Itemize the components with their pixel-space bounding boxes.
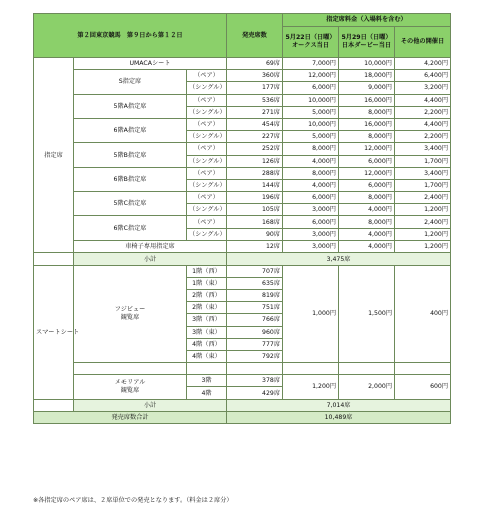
seat-type: （シングル） (187, 204, 227, 216)
table-row (34, 143, 451, 155)
other-price: 3,400円 (395, 167, 451, 179)
other-price: 2,400円 (395, 192, 451, 204)
seat-type: （シングル） (187, 82, 227, 94)
seats-cell: 288席 (227, 167, 283, 179)
derby-price: 12,000円 (339, 167, 395, 179)
oaks-price: 7,000円 (283, 58, 339, 70)
derby-price: 4,000円 (339, 240, 395, 252)
seats-cell: 635席 (227, 277, 283, 289)
seat-type: （ペア） (187, 192, 227, 204)
derby-price: 6,000円 (339, 155, 395, 167)
meeting-header: 第２回東京競馬 第９日から第１２日 (34, 14, 227, 58)
seats-cell: 69席 (227, 58, 283, 70)
total-value: 10,489席 (227, 411, 451, 423)
seat-group-name: 6階A指定席 (74, 118, 187, 142)
seats-cell: 429席 (227, 387, 283, 399)
oaks-price: 8,000円 (283, 167, 339, 179)
table-row (34, 240, 451, 252)
oaks-day-header: 5月22日（日曜） オークス当日 (283, 27, 339, 58)
smart-category: スマートシート (34, 265, 74, 399)
seat-type: （ペア） (187, 143, 227, 155)
derby-price: 12,000円 (339, 143, 395, 155)
other-price: 4,200円 (395, 58, 451, 70)
subtotal-label: 小計 (74, 253, 227, 265)
derby-price: 1,500円 (339, 265, 395, 363)
seat-group-name: メモリアル 観覧席 (74, 375, 187, 399)
floor-label: 1階（西） (187, 265, 227, 277)
seat-group-name: 5階C指定席 (74, 192, 187, 216)
seat-name: 車椅子専用指定席 (74, 240, 227, 252)
pricing-table-container (33, 13, 450, 424)
seat-type: （ペア） (187, 216, 227, 228)
other-price: 3,200円 (395, 82, 451, 94)
subtotal-value: 3,475席 (227, 253, 451, 265)
subtotal-label: 小計 (74, 399, 227, 411)
seats-cell: 536席 (227, 94, 283, 106)
seat-pricing-table-lower (33, 252, 451, 424)
oaks-price: 4,000円 (283, 155, 339, 167)
reserved-subtotal-row (34, 253, 451, 265)
derby-day-header: 5月29日（日曜） 日本ダービー当日 (339, 27, 395, 58)
floor-label: 3階 (187, 375, 227, 387)
seats-cell: 177席 (227, 82, 283, 94)
seat-type: （ペア） (187, 118, 227, 130)
seats-cell: 819席 (227, 289, 283, 301)
oaks-price: 5,000円 (283, 106, 339, 118)
seat-type: （シングル） (187, 106, 227, 118)
other-price: 400円 (395, 265, 451, 363)
table-row (34, 58, 451, 70)
derby-price: 10,000円 (339, 58, 395, 70)
derby-price: 6,000円 (339, 179, 395, 191)
oaks-price: 3,000円 (283, 228, 339, 240)
floor-label: 2階（西） (187, 289, 227, 301)
derby-price: 8,000円 (339, 106, 395, 118)
derby-price: 8,000円 (339, 216, 395, 228)
other-price: 2,200円 (395, 131, 451, 143)
floor-label: 2階（東） (187, 302, 227, 314)
table-row (34, 167, 451, 179)
seats-cell: 12席 (227, 240, 283, 252)
other-price: 2,400円 (395, 216, 451, 228)
seat-name: UMACAシート (74, 58, 227, 70)
other-price: 3,400円 (395, 143, 451, 155)
floor-label: 1階（東） (187, 277, 227, 289)
other-price: 1,200円 (395, 240, 451, 252)
oaks-price: 5,000円 (283, 131, 339, 143)
other-price: 1,700円 (395, 155, 451, 167)
seats-cell: 960席 (227, 326, 283, 338)
floor-label: 3階（西） (187, 314, 227, 326)
fee-group-header: 指定席料金（入場料を含む） (283, 14, 451, 27)
other-price: 1,700円 (395, 179, 451, 191)
derby-price: 2,000円 (339, 375, 395, 399)
derby-price: 16,000円 (339, 118, 395, 130)
seat-group-name: S指定席 (74, 70, 187, 94)
seats-cell: 271席 (227, 106, 283, 118)
table-row (34, 265, 451, 277)
other-price: 4,400円 (395, 118, 451, 130)
derby-price: 8,000円 (339, 131, 395, 143)
seat-type: （ペア） (187, 94, 227, 106)
seats-cell: 227席 (227, 131, 283, 143)
seats-cell: 751席 (227, 302, 283, 314)
seat-type: （シングル） (187, 228, 227, 240)
reserved-category: 指定席 (34, 58, 74, 253)
table-row (34, 363, 451, 375)
table-row (34, 70, 451, 82)
other-days-header: その他の開催日 (395, 27, 451, 58)
oaks-price: 1,200円 (283, 375, 339, 399)
seats-cell: 360席 (227, 70, 283, 82)
seat-group-name: 6階B指定席 (74, 167, 187, 191)
seats-cell: 252席 (227, 143, 283, 155)
oaks-price: 3,000円 (283, 204, 339, 216)
seats-cell: 126席 (227, 155, 283, 167)
seat-pricing-table (33, 13, 451, 253)
footnote: ※各指定席のペア席は、２席単位での発売となります。（料金は２席分） (33, 497, 233, 504)
table-row (34, 216, 451, 228)
derby-price: 9,000円 (339, 82, 395, 94)
seats-cell: 777席 (227, 338, 283, 350)
other-price: 600円 (395, 375, 451, 399)
seat-type: （ペア） (187, 70, 227, 82)
seat-group-name: 5階A指定席 (74, 94, 187, 118)
seat-type: （シングル） (187, 155, 227, 167)
floor-label: 3階（東） (187, 326, 227, 338)
grand-total-row (34, 411, 451, 423)
subtotal-value: 7,014席 (227, 399, 451, 411)
seats-cell: 454席 (227, 118, 283, 130)
seats-cell: 168席 (227, 216, 283, 228)
derby-price: 16,000円 (339, 94, 395, 106)
seats-cell: 196席 (227, 192, 283, 204)
oaks-price: 8,000円 (283, 143, 339, 155)
oaks-price: 1,000円 (283, 265, 339, 363)
table-row (34, 192, 451, 204)
seats-cell: 378席 (227, 375, 283, 387)
seat-type: （ペア） (187, 167, 227, 179)
other-price: 1,200円 (395, 204, 451, 216)
seats-cell: 90席 (227, 228, 283, 240)
table-row (34, 375, 451, 387)
seat-type: （シングル） (187, 179, 227, 191)
total-label: 発売席数合計 (34, 411, 227, 423)
other-price: 6,400円 (395, 70, 451, 82)
oaks-price: 12,000円 (283, 70, 339, 82)
derby-price: 8,000円 (339, 192, 395, 204)
seat-group-name: 5階B指定席 (74, 143, 187, 167)
oaks-price: 6,000円 (283, 192, 339, 204)
seat-type: （シングル） (187, 131, 227, 143)
oaks-price: 6,000円 (283, 216, 339, 228)
floor-label: 4階（西） (187, 338, 227, 350)
seats-cell: 792席 (227, 350, 283, 362)
table-row (34, 94, 451, 106)
seats-sold-header: 発売席数 (227, 14, 283, 58)
seats-cell: 707席 (227, 265, 283, 277)
derby-price: 18,000円 (339, 70, 395, 82)
floor-label: 4階 (187, 387, 227, 399)
other-price: 4,400円 (395, 94, 451, 106)
derby-price: 4,000円 (339, 228, 395, 240)
oaks-price: 10,000円 (283, 94, 339, 106)
seat-group-name: フジビュー 観覧席 (74, 265, 187, 363)
seats-cell: 105席 (227, 204, 283, 216)
oaks-price: 10,000円 (283, 118, 339, 130)
smart-subtotal-row (34, 399, 451, 411)
oaks-price: 3,000円 (283, 240, 339, 252)
derby-price: 4,000円 (339, 204, 395, 216)
table-row (34, 118, 451, 130)
seats-cell: 766席 (227, 314, 283, 326)
seat-group-name: 6階C指定席 (74, 216, 187, 240)
other-price: 2,200円 (395, 106, 451, 118)
seats-cell: 144席 (227, 179, 283, 191)
other-price: 1,200円 (395, 228, 451, 240)
floor-label: 4階（東） (187, 350, 227, 362)
oaks-price: 4,000円 (283, 179, 339, 191)
oaks-price: 6,000円 (283, 82, 339, 94)
